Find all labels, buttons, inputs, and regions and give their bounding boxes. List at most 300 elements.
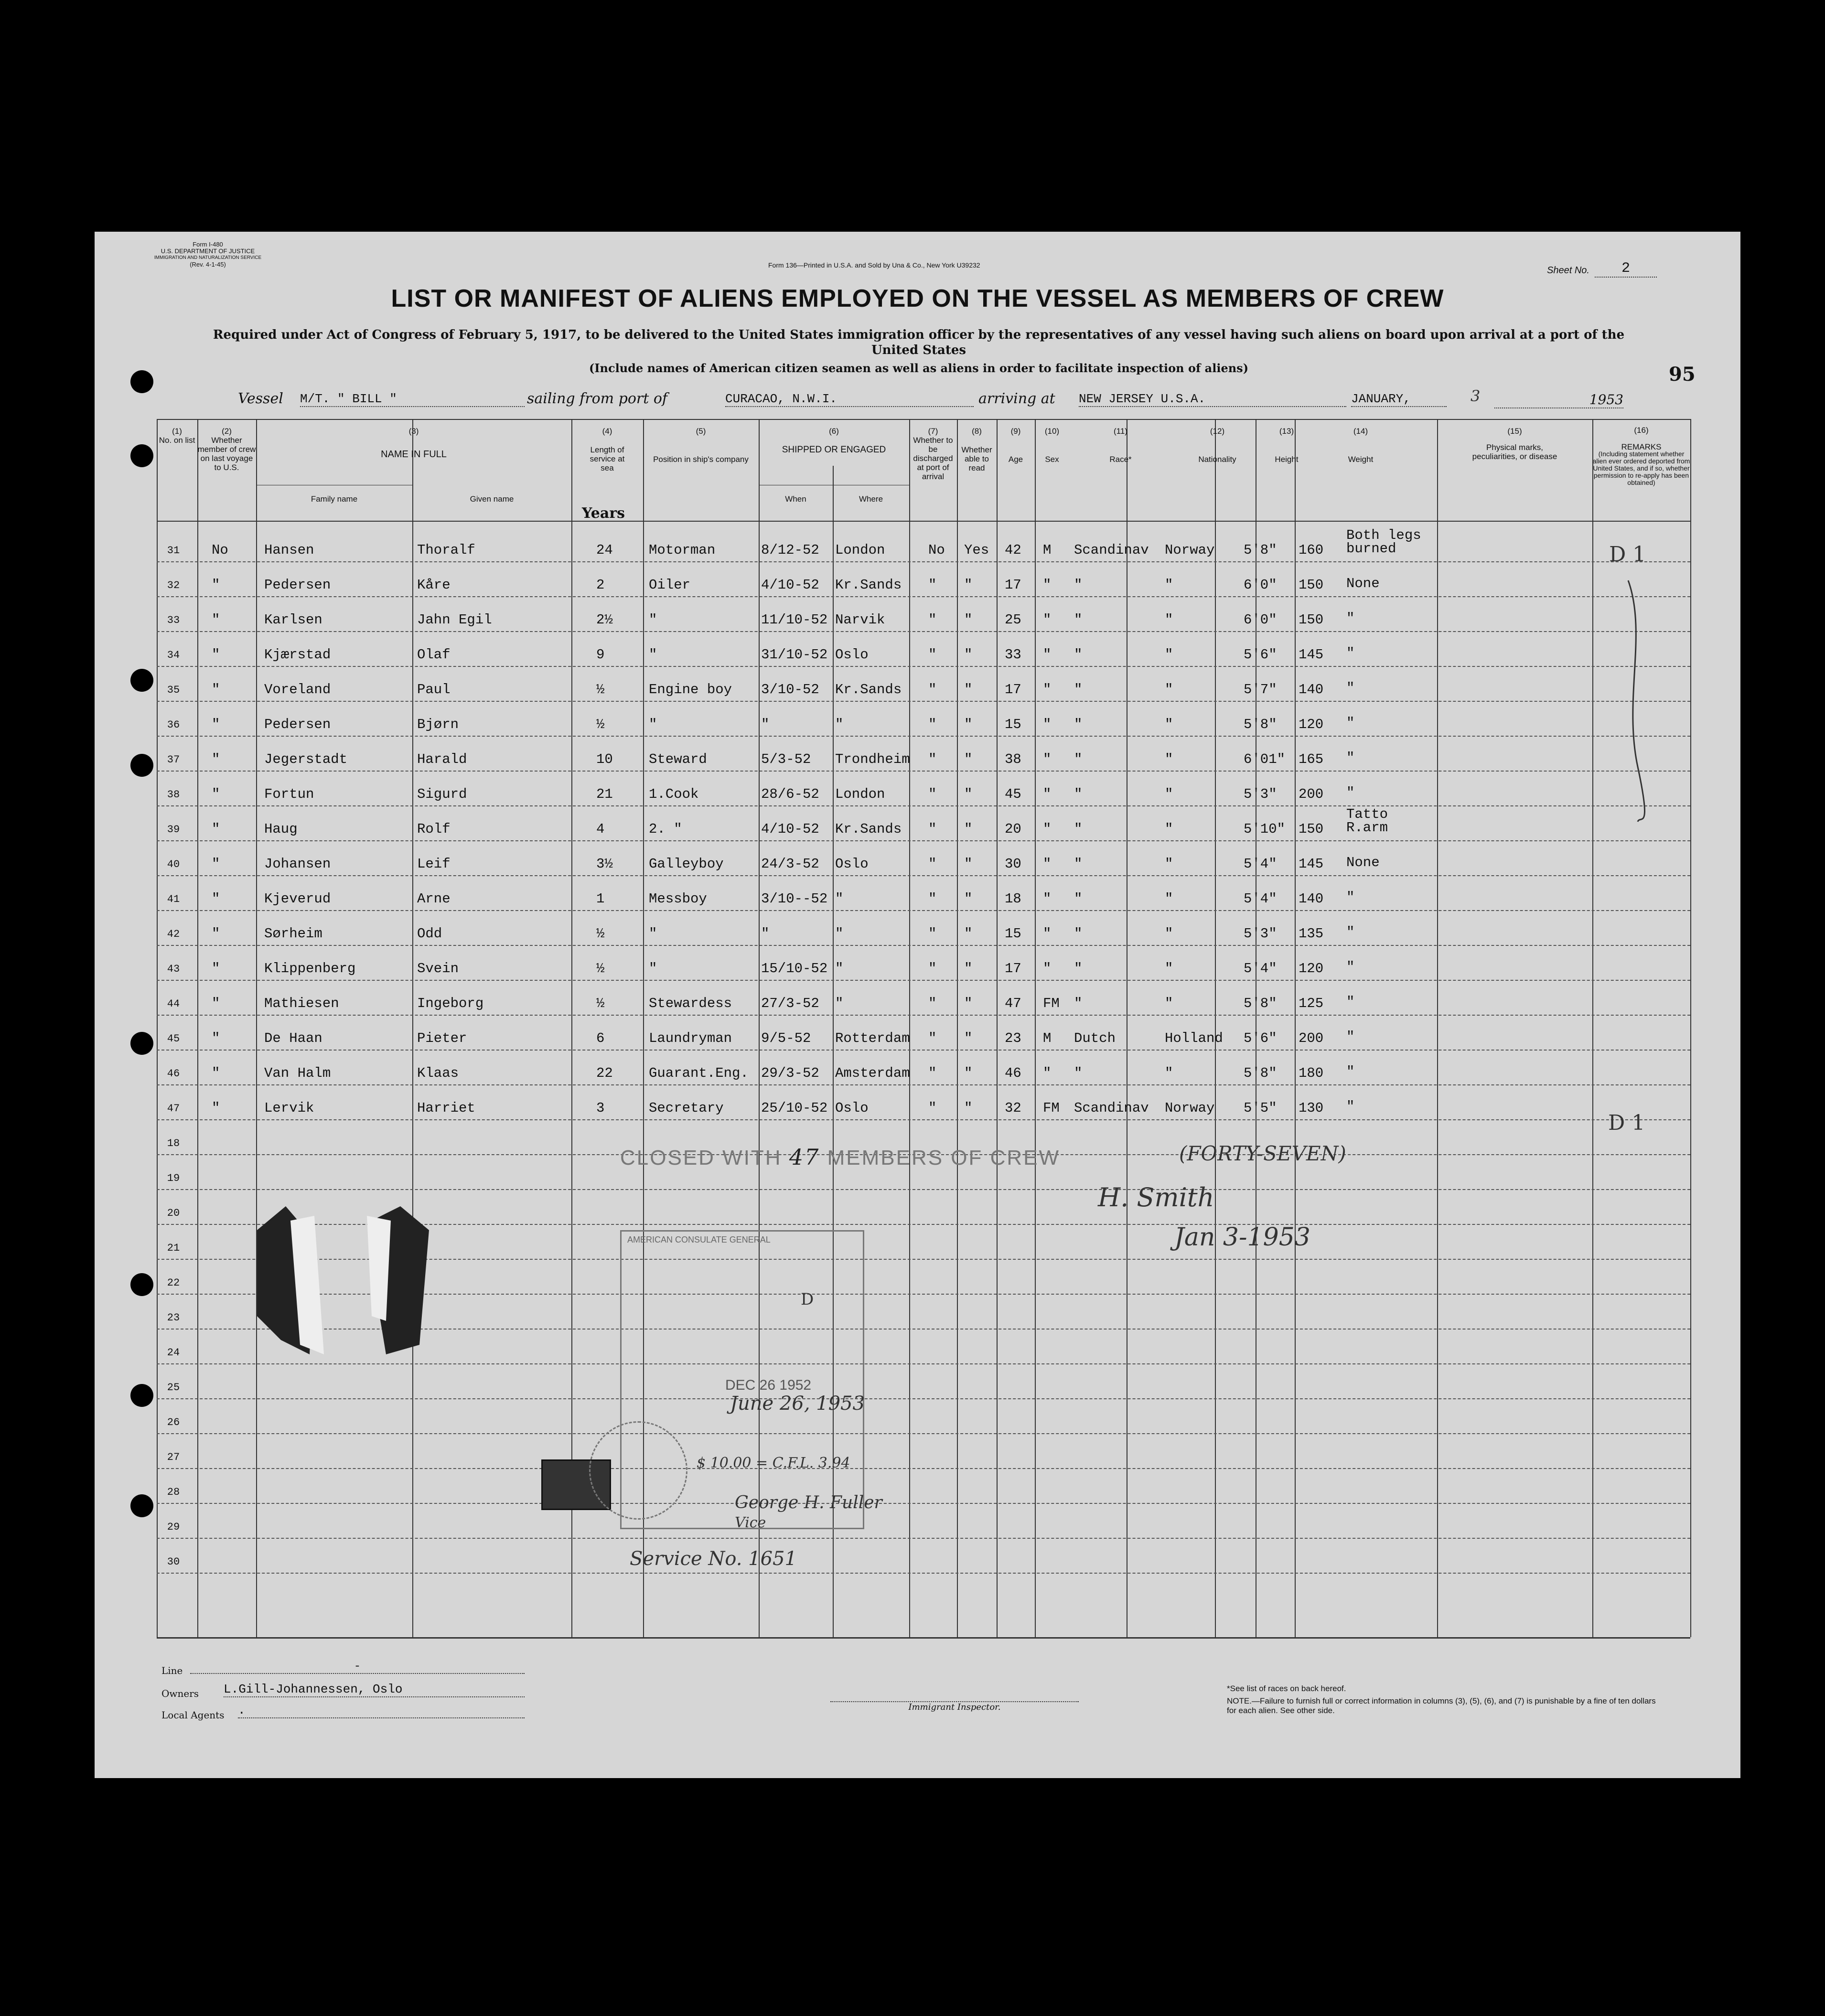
- arriving-label: arriving at: [978, 390, 1055, 407]
- col-label: Whether member of crew on last voyage to U.S.: [197, 436, 256, 472]
- weight: 140: [1299, 891, 1324, 907]
- height: 5'3": [1244, 926, 1277, 942]
- crew-status: ": [212, 961, 220, 976]
- shipped-where: London: [835, 786, 885, 802]
- sex: ": [1043, 647, 1052, 663]
- arrival-month: JANUARY,: [1351, 392, 1447, 407]
- position: Laundryman: [649, 1030, 732, 1046]
- age: 25: [1005, 612, 1021, 628]
- row-rule: [157, 1398, 1690, 1399]
- closed-words: (FORTY-SEVEN): [1179, 1142, 1346, 1165]
- race: ": [1074, 647, 1083, 663]
- vessel-name: M/T. " BILL ": [300, 392, 525, 407]
- col-num: (5): [696, 427, 706, 436]
- col-rule: [571, 419, 572, 1637]
- given-name: Olaf: [417, 647, 451, 663]
- row-rule: [157, 1503, 1690, 1504]
- given-name: Svein: [417, 961, 459, 976]
- years-service: 1: [596, 891, 605, 907]
- position: Stewardess: [649, 996, 732, 1011]
- shipped-when: 27/3-52: [761, 996, 819, 1011]
- row-number: 36: [167, 719, 180, 731]
- closed-count: 47: [789, 1144, 820, 1170]
- physical-marks: ": [1346, 924, 1355, 940]
- col-rule: [256, 419, 257, 1637]
- position: Messboy: [649, 891, 707, 907]
- row-number: 32: [167, 579, 180, 591]
- punch-hole: [130, 370, 153, 393]
- position: ": [649, 926, 657, 942]
- form-id: [129, 241, 287, 268]
- crew-status: ": [212, 682, 220, 697]
- years-service: ½: [596, 996, 605, 1011]
- sex: ": [1043, 682, 1052, 697]
- can-read: ": [964, 926, 973, 942]
- age: 20: [1005, 821, 1021, 837]
- race: ": [1074, 856, 1083, 872]
- row-number: 29: [167, 1521, 180, 1533]
- physical-marks: ": [1346, 994, 1355, 1010]
- years-service: ½: [596, 926, 605, 942]
- col-label: SHIPPED OR ENGAGED: [782, 445, 886, 455]
- sex: ": [1043, 926, 1052, 942]
- years-service: ½: [596, 717, 605, 732]
- col-label: Nationality: [1198, 455, 1236, 464]
- punch-hole: [130, 669, 153, 692]
- position: Secretary: [649, 1100, 724, 1116]
- row-rule: [157, 1189, 1690, 1190]
- col-rule: [197, 419, 198, 1637]
- row-number: 27: [167, 1451, 180, 1463]
- shipped-when: 25/10-52: [761, 1100, 828, 1116]
- age: 45: [1005, 786, 1021, 802]
- shipped-where: Oslo: [835, 1100, 869, 1116]
- revision: (Rev. 4-1-45): [190, 261, 226, 268]
- age: 33: [1005, 647, 1021, 663]
- shipped-when: ": [761, 717, 770, 732]
- can-read: ": [964, 821, 973, 837]
- crew-status: ": [212, 1030, 220, 1046]
- arrival-day: 3: [1471, 387, 1481, 405]
- physical-marks: ": [1346, 959, 1355, 975]
- punch-hole: [130, 444, 153, 467]
- closed-stamp: [620, 1144, 1060, 1170]
- discharged: ": [928, 577, 937, 593]
- shipped-where: Kr.Sands: [835, 821, 902, 837]
- family-name: Haug: [264, 821, 298, 837]
- age: 17: [1005, 961, 1021, 976]
- can-read: ": [964, 961, 973, 976]
- position: ": [649, 961, 657, 976]
- discharged: ": [928, 891, 937, 907]
- when-header: When: [785, 494, 806, 504]
- physical-marks: ": [1346, 785, 1355, 801]
- position: Guarant.Eng.: [649, 1065, 749, 1081]
- row-rule: [157, 980, 1690, 981]
- row-number: 30: [167, 1556, 180, 1568]
- position: ": [649, 647, 657, 663]
- col-label: Sex: [1045, 455, 1059, 464]
- sex: ": [1043, 961, 1052, 976]
- row-number: 21: [167, 1242, 180, 1254]
- col-rule: [1690, 419, 1691, 1637]
- family-name: Kjeverud: [264, 891, 331, 907]
- row-number: 44: [167, 998, 180, 1010]
- sex: ": [1043, 856, 1052, 872]
- col-3-header: [256, 427, 571, 459]
- family-name: Van Halm: [264, 1065, 331, 1081]
- family-name: Voreland: [264, 682, 331, 697]
- port-to: NEW JERSEY U.S.A.: [1079, 392, 1346, 407]
- col-rule: [997, 419, 998, 1637]
- row-number: 47: [167, 1103, 180, 1115]
- height: 5'3": [1244, 786, 1277, 802]
- row-number: 43: [167, 963, 180, 975]
- age: 15: [1005, 926, 1021, 942]
- subtitle-note: (Include names of American citizen seamen as well as aliens in order to facilitate inspection of aliens): [589, 361, 1249, 375]
- given-name: Kåre: [417, 577, 451, 593]
- sailing-label: sailing from port of: [527, 390, 667, 407]
- col-rule: [909, 419, 910, 1637]
- closed-date: Jan 3-1953: [1174, 1223, 1310, 1252]
- height: 5'4": [1244, 961, 1277, 976]
- row-rule: [157, 1433, 1690, 1434]
- weight: 200: [1299, 786, 1324, 802]
- race: ": [1074, 996, 1083, 1011]
- consulate-handwritten-date: June 26, 1953: [730, 1393, 865, 1415]
- form-number: Form I-480: [193, 241, 223, 248]
- row-rule: [157, 561, 1690, 562]
- crew-status: ": [212, 821, 220, 837]
- physical-marks: None: [1346, 855, 1380, 870]
- line-value: -: [190, 1660, 525, 1674]
- position: 2. ": [649, 821, 682, 837]
- col-label: No. on list: [159, 436, 195, 445]
- nationality: ": [1165, 856, 1173, 872]
- discharged: ": [928, 786, 937, 802]
- given-name: Leif: [417, 856, 451, 872]
- row-rule: [157, 736, 1690, 737]
- age: 17: [1005, 577, 1021, 593]
- col-rule: [1437, 419, 1438, 1637]
- seal-ribbons: [228, 1201, 477, 1364]
- family-name: Karlsen: [264, 612, 322, 628]
- row-rule: [157, 666, 1690, 667]
- sex: ": [1043, 717, 1052, 732]
- row-number: 42: [167, 928, 180, 940]
- discharged: ": [928, 926, 937, 942]
- family-name: Klippenberg: [264, 961, 356, 976]
- inspector-signature-line: Immigrant Inspector.: [830, 1701, 1079, 1712]
- col-label: NAME IN FULL: [381, 449, 447, 460]
- row-rule: [157, 631, 1690, 632]
- subtitle: Required under Act of Congress of February 5, 1917, to be delivered to the United States immigration officer by the representatives of any vessel having such aliens on board upon arrival at a port of the United States: [213, 328, 1625, 357]
- height: 5'6": [1244, 647, 1277, 663]
- shipped-when: 11/10-52: [761, 612, 828, 628]
- crew-status: ": [212, 577, 220, 593]
- row-number: 20: [167, 1207, 180, 1219]
- col-rule: [957, 419, 958, 1637]
- vessel-label: Vessel: [238, 390, 283, 407]
- col-num: (7): [928, 427, 938, 436]
- col-num: (3): [408, 427, 419, 436]
- weight: 165: [1299, 751, 1324, 767]
- nationality: ": [1165, 682, 1173, 697]
- given-name: Harald: [417, 751, 467, 767]
- nationality: ": [1165, 961, 1173, 976]
- col-rule: [1592, 419, 1593, 1637]
- row-number: 38: [167, 789, 180, 801]
- shipped-when: 4/10-52: [761, 821, 819, 837]
- race: ": [1074, 961, 1083, 976]
- weight: 125: [1299, 996, 1324, 1011]
- sex: ": [1043, 821, 1052, 837]
- given-name: Odd: [417, 926, 442, 942]
- col-label: Whether able to read: [961, 445, 992, 472]
- col-10-header: [1035, 427, 1069, 464]
- shipped-where: Rotterdam: [835, 1030, 910, 1046]
- col-rule: [1295, 419, 1296, 1637]
- family-name-header: Family name: [311, 494, 358, 504]
- nationality: ": [1165, 821, 1173, 837]
- shipped-where: ": [835, 926, 844, 942]
- given-name: Jahn Egil: [417, 612, 492, 628]
- given-name: Bjørn: [417, 717, 459, 732]
- physical-marks: ": [1346, 890, 1355, 905]
- can-read: ": [964, 1065, 973, 1081]
- shipped-where: Kr.Sands: [835, 577, 902, 593]
- weight: 130: [1299, 1100, 1324, 1116]
- shipped-where: Trondheim: [835, 751, 910, 767]
- age: 17: [1005, 682, 1021, 697]
- height: 5'8": [1244, 996, 1277, 1011]
- col-num: (12): [1210, 427, 1225, 436]
- row-rule: [157, 771, 1690, 772]
- row-number: 25: [167, 1382, 180, 1394]
- punch-hole: [130, 1032, 153, 1055]
- sex: M: [1043, 1030, 1052, 1046]
- nationality: ": [1165, 717, 1173, 732]
- can-read: ": [964, 577, 973, 593]
- punch-hole: [130, 754, 153, 777]
- given-name: Ingeborg: [417, 996, 484, 1011]
- race: ": [1074, 682, 1083, 697]
- physical-marks: Tatto R.arm: [1346, 806, 1388, 836]
- height: 5'6": [1244, 1030, 1277, 1046]
- col-num: (13): [1279, 427, 1294, 436]
- col-label: Height: [1275, 455, 1299, 464]
- years-service: 2½: [596, 612, 613, 628]
- age: 38: [1005, 751, 1021, 767]
- family-name: Pedersen: [264, 577, 331, 593]
- service-number: Service No. 1651: [630, 1548, 797, 1570]
- shipped-when: 15/10-52: [761, 961, 828, 976]
- physical-marks: ": [1346, 1029, 1355, 1045]
- col-rule: [412, 419, 413, 1637]
- sex: FM: [1043, 996, 1060, 1011]
- sex: ": [1043, 577, 1052, 593]
- inspector-mark-top: D 1: [1609, 542, 1646, 567]
- crew-status: ": [212, 996, 220, 1011]
- crew-status: ": [212, 647, 220, 663]
- row-number: 28: [167, 1486, 180, 1498]
- nationality: Holland: [1165, 1030, 1223, 1046]
- race: ": [1074, 786, 1083, 802]
- shipped-where: Amsterdam: [835, 1065, 910, 1081]
- given-name: Arne: [417, 891, 451, 907]
- race: ": [1074, 612, 1083, 628]
- nationality: ": [1165, 891, 1173, 907]
- weight: 150: [1299, 821, 1324, 837]
- given-name: Rolf: [417, 821, 451, 837]
- col-num: (16): [1634, 426, 1649, 435]
- page-number: 95: [1669, 363, 1696, 386]
- crew-status: ": [212, 856, 220, 872]
- race: ": [1074, 751, 1083, 767]
- weight: 135: [1299, 926, 1324, 942]
- shipped-when: 24/3-52: [761, 856, 819, 872]
- can-read: ": [964, 786, 973, 802]
- row-rule: [157, 1573, 1690, 1574]
- given-name: Harriet: [417, 1100, 475, 1116]
- physical-marks: ": [1346, 1064, 1355, 1080]
- col-num: (6): [829, 427, 839, 436]
- position: Engine boy: [649, 682, 732, 697]
- col-6-header: [759, 427, 909, 454]
- race: ": [1074, 891, 1083, 907]
- years-service: ½: [596, 961, 605, 976]
- discharged: ": [928, 1065, 937, 1081]
- owners-value: L.Gill-Johannessen, Oslo: [224, 1682, 525, 1697]
- can-read: ": [964, 612, 973, 628]
- shipped-when: 4/10-52: [761, 577, 819, 593]
- row-number: 19: [167, 1172, 180, 1184]
- given-name: Sigurd: [417, 786, 467, 802]
- col-label: Whether to be discharged at port of arrival: [913, 436, 953, 481]
- physical-marks: ": [1346, 1099, 1355, 1115]
- family-name: Johansen: [264, 856, 331, 872]
- row-number: 46: [167, 1068, 180, 1080]
- nationality: ": [1165, 996, 1173, 1011]
- weight: 150: [1299, 577, 1324, 593]
- age: 42: [1005, 542, 1021, 558]
- height: 5'4": [1244, 891, 1277, 907]
- weight: 120: [1299, 961, 1324, 976]
- row-number: 24: [167, 1347, 180, 1359]
- consulate-signature: George H. Fuller: [735, 1493, 882, 1512]
- position: 1.Cook: [649, 786, 699, 802]
- crew-status: ": [212, 612, 220, 628]
- col-13-header: [1246, 427, 1327, 464]
- row-number: 22: [167, 1277, 180, 1289]
- weight: 120: [1299, 717, 1324, 732]
- closed-stamp-text-2: MEMBERS OF CREW: [827, 1146, 1061, 1169]
- discharged: ": [928, 856, 937, 872]
- given-name: Pieter: [417, 1030, 467, 1046]
- row-rule: [157, 1119, 1690, 1120]
- nationality: Norway: [1165, 1100, 1215, 1116]
- given-name-header: Given name: [470, 494, 514, 504]
- years-unit: Years: [582, 505, 625, 522]
- height: 5'10": [1244, 821, 1286, 837]
- col-num: (9): [1010, 427, 1021, 436]
- age: 46: [1005, 1065, 1021, 1081]
- years-service: 4: [596, 821, 605, 837]
- years-service: 9: [596, 647, 605, 663]
- height: 5'8": [1244, 717, 1277, 732]
- col-label: Age: [1008, 455, 1023, 464]
- punch-hole: [130, 1494, 153, 1517]
- given-name: Paul: [417, 682, 451, 697]
- col-label: Weight: [1348, 455, 1374, 464]
- col-num: (8): [972, 427, 982, 436]
- age: 30: [1005, 856, 1021, 872]
- nationality: ": [1165, 926, 1173, 942]
- table-bottom-rule: [157, 1637, 1690, 1639]
- can-read: ": [964, 1100, 973, 1116]
- age: 47: [1005, 996, 1021, 1011]
- sheet-label: Sheet No.: [1547, 265, 1589, 276]
- discharged: No: [928, 542, 945, 558]
- sex: ": [1043, 612, 1052, 628]
- physical-marks: ": [1346, 715, 1355, 731]
- physical-marks: ": [1346, 680, 1355, 696]
- col-4-header: [571, 427, 643, 472]
- race: ": [1074, 717, 1083, 732]
- physical-marks: Both legs burned: [1346, 527, 1421, 557]
- shipped-where: ": [835, 717, 844, 732]
- row-number: 35: [167, 684, 180, 696]
- age: 18: [1005, 891, 1021, 907]
- col-11-header: [1069, 427, 1172, 464]
- race: ": [1074, 1065, 1083, 1081]
- discharged: ": [928, 1100, 937, 1116]
- manifest-document: [95, 232, 1740, 1778]
- col-num: (14): [1353, 427, 1368, 436]
- punch-hole: [130, 1384, 153, 1407]
- sex: ": [1043, 751, 1052, 767]
- row-number: 18: [167, 1137, 180, 1149]
- row-number: 26: [167, 1416, 180, 1428]
- discharged: ": [928, 961, 937, 976]
- position: Motorman: [649, 542, 716, 558]
- physical-marks: ": [1346, 645, 1355, 661]
- family-name: Jegerstadt: [264, 751, 348, 767]
- port-from: CURACAO, N.W.I.: [725, 392, 974, 407]
- weight: 160: [1299, 542, 1324, 558]
- col-rule: [1035, 419, 1036, 1637]
- shipped-when: 31/10-52: [761, 647, 828, 663]
- discharged: ": [928, 996, 937, 1011]
- row-rule: [157, 1050, 1690, 1051]
- shipped-when: ": [761, 926, 770, 942]
- fine-note-label: NOTE.: [1227, 1696, 1252, 1705]
- sex: M: [1043, 542, 1052, 558]
- consulate-stamp-text: AMERICAN CONSULATE GENERAL: [627, 1235, 771, 1244]
- punch-hole: [130, 1273, 153, 1296]
- can-read: ": [964, 891, 973, 907]
- height: 6'0": [1244, 612, 1277, 628]
- years-service: 21: [596, 786, 613, 802]
- row-number: 23: [167, 1312, 180, 1324]
- years-service: ½: [596, 682, 605, 697]
- can-read: ": [964, 682, 973, 697]
- crew-status: ": [212, 891, 220, 907]
- fine-note: [1227, 1696, 1657, 1716]
- height: 5'8": [1244, 542, 1277, 558]
- shipped-where: Oslo: [835, 856, 869, 872]
- col-label: Length of service at sea: [590, 445, 625, 472]
